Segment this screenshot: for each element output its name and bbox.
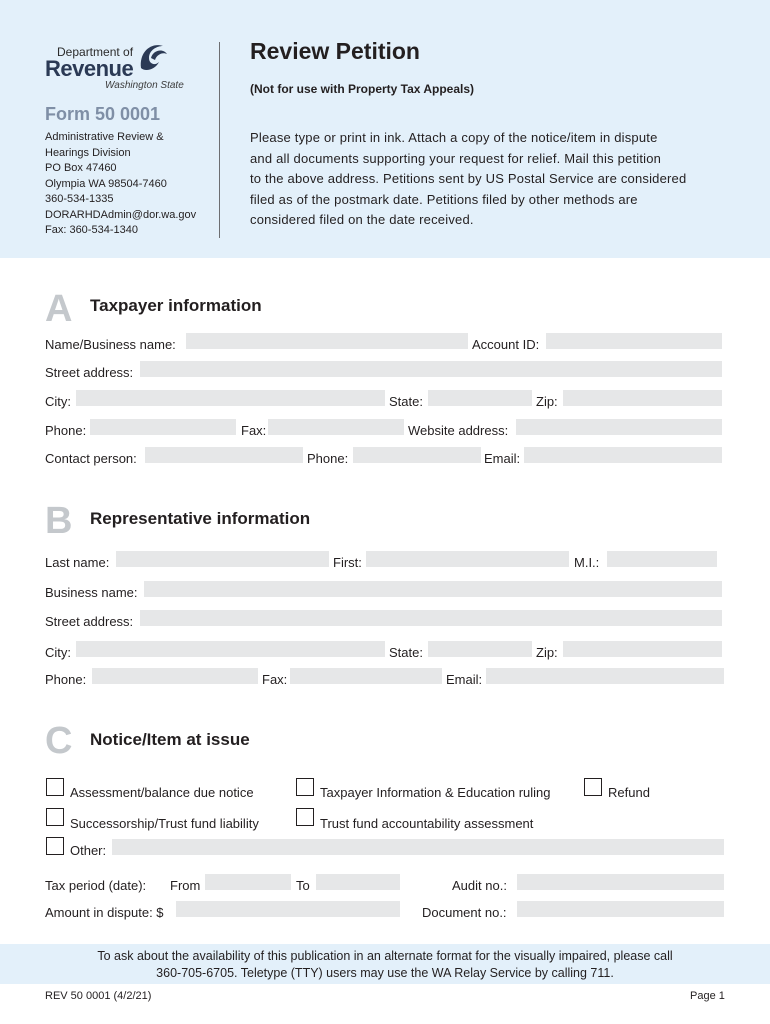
- taxpayer-city-label: City:: [45, 394, 71, 409]
- dor-logo: [45, 40, 220, 96]
- page-title: Review Petition: [250, 38, 420, 64]
- logo-department: Department of: [57, 45, 134, 59]
- taxpayer-fax-input[interactable]: [268, 419, 404, 435]
- section-c-letter: C: [45, 720, 73, 762]
- successorship-label: Successorship/Trust fund liability: [70, 816, 259, 831]
- rep-first-name-input[interactable]: [366, 551, 569, 567]
- page-subtitle: (Not for use with Property Tax Appeals): [250, 82, 475, 96]
- taxpayer-zip-label: Zip:: [536, 394, 558, 409]
- rep-street-input[interactable]: [140, 610, 722, 626]
- taxpayer-phone-label: Phone:: [45, 423, 87, 438]
- rep-zip-label: Zip:: [536, 645, 558, 660]
- revision-code: REV 50 0001 (4/2/21): [45, 990, 152, 1002]
- refund-label: Refund: [608, 785, 650, 800]
- taxpayer-zip-input[interactable]: [563, 390, 722, 406]
- tax-period-label: Tax period (date):: [45, 878, 147, 893]
- other-label: Other:: [70, 843, 107, 858]
- intro-line: to the above address. Petitions sent by US Postal Service are considered: [250, 171, 687, 186]
- audit-no-input[interactable]: [517, 874, 724, 890]
- taxpayer-email-input[interactable]: [524, 447, 722, 463]
- rep-phone-input[interactable]: [92, 668, 258, 684]
- rep-phone-label: Phone:: [45, 672, 87, 687]
- rep-last-name-label: Last name:: [45, 555, 110, 570]
- taxpayer-email-label: Email:: [484, 451, 521, 466]
- form-number: Form 50 0001: [45, 104, 161, 124]
- other-checkbox[interactable]: [46, 837, 64, 855]
- trust-fund-checkbox[interactable]: [296, 808, 314, 826]
- account-id-label: Account ID:: [472, 337, 540, 352]
- rep-street-label: Street address:: [45, 614, 134, 629]
- logo-revenue: Revenue: [45, 56, 134, 81]
- successorship-checkbox[interactable]: [46, 808, 64, 826]
- taxpayer-state-input[interactable]: [428, 390, 532, 406]
- tie-ruling-label: Taxpayer Information & Education ruling: [320, 785, 551, 800]
- from-date-input[interactable]: [205, 874, 291, 890]
- intro-line: filed as of the postmark date. Petitions filed by other methods are: [250, 191, 638, 207]
- amount-input[interactable]: [176, 901, 400, 917]
- address-fax: Fax: 360-534-1340: [45, 224, 138, 236]
- audit-no-label: Audit no.:: [452, 878, 507, 893]
- taxpayer-fax-label: Fax:: [241, 423, 267, 438]
- section-b-letter: B: [45, 500, 73, 542]
- taxpayer-name-label: Name/Business name:: [45, 337, 176, 352]
- intro-paragraph: [250, 128, 720, 231]
- rep-email-label: Email:: [446, 672, 483, 687]
- header-divider: [219, 42, 220, 238]
- rep-business-label: Business name:: [45, 585, 138, 600]
- rep-city-label: City:: [45, 645, 71, 660]
- to-label: To: [296, 878, 310, 893]
- rep-business-input[interactable]: [144, 581, 722, 597]
- rep-first-name-label: First:: [333, 555, 362, 570]
- assessment-checkbox[interactable]: [46, 778, 64, 796]
- intro-line: considered filed on the date received.: [250, 212, 474, 227]
- address-line: Hearings Division: [45, 146, 131, 159]
- refund-checkbox[interactable]: [584, 778, 602, 796]
- address-email: DORARHDAdmin@dor.wa.gov: [45, 208, 197, 221]
- trust-fund-label: Trust fund accountability assessment: [320, 816, 534, 831]
- rep-state-input[interactable]: [428, 641, 532, 657]
- taxpayer-street-input[interactable]: [140, 361, 722, 377]
- other-input[interactable]: [112, 839, 724, 855]
- rep-email-input[interactable]: [486, 668, 724, 684]
- contact-person-input[interactable]: [145, 447, 303, 463]
- taxpayer-street-label: Street address:: [45, 365, 134, 380]
- account-id-input[interactable]: [546, 333, 722, 349]
- from-label: From: [170, 878, 201, 893]
- address-line: Administrative Review &: [45, 131, 164, 143]
- logo-state: Washington State: [105, 80, 184, 91]
- mailing-address: [45, 130, 196, 239]
- page-number: Page 1: [690, 990, 725, 1002]
- rep-mi-input[interactable]: [607, 551, 717, 567]
- accessibility-notice: [0, 948, 770, 982]
- section-c-title: Notice/Item at issue: [90, 730, 250, 749]
- taxpayer-city-input[interactable]: [76, 390, 385, 406]
- intro-line: and all documents supporting your request for relief. Mail this petition: [250, 150, 662, 166]
- document-no-input[interactable]: [517, 901, 724, 917]
- section-a-letter: A: [45, 288, 73, 330]
- address-line: Olympia WA 98504-7460: [45, 177, 167, 190]
- address-line: PO Box 47460: [45, 162, 117, 174]
- amount-label: Amount in dispute: $: [45, 905, 164, 920]
- intro-line: Please type or print in ink. Attach a copy of the notice/item in dispute: [250, 130, 658, 145]
- tie-ruling-checkbox[interactable]: [296, 778, 314, 796]
- assessment-label: Assessment/balance due notice: [70, 785, 254, 800]
- rep-city-input[interactable]: [76, 641, 385, 657]
- taxpayer-name-input[interactable]: [186, 333, 468, 349]
- accessibility-line: 360-705-6705. Teletype (TTY) users may use the WA Relay Service by calling 711.: [156, 966, 614, 980]
- rep-fax-label: Fax:: [262, 672, 288, 687]
- rep-last-name-input[interactable]: [116, 551, 329, 567]
- rep-state-label: State:: [389, 645, 423, 660]
- taxpayer-state-label: State:: [389, 394, 423, 409]
- website-input[interactable]: [516, 419, 722, 435]
- accessibility-line: To ask about the availability of this publication in an alternate format for the visually impaired, please call: [97, 949, 673, 963]
- contact-phone-label: Phone:: [307, 451, 349, 466]
- website-label: Website address:: [408, 423, 509, 438]
- section-a-title: Taxpayer information: [90, 296, 262, 315]
- rep-zip-input[interactable]: [563, 641, 722, 657]
- to-date-input[interactable]: [316, 874, 400, 890]
- taxpayer-phone-input[interactable]: [90, 419, 236, 435]
- contact-phone-input[interactable]: [353, 447, 481, 463]
- contact-person-label: Contact person:: [45, 451, 137, 466]
- document-no-label: Document no.:: [422, 905, 507, 920]
- rep-mi-label: M.I.:: [574, 555, 600, 570]
- logo-swoosh-icon: [137, 40, 169, 74]
- section-b-title: Representative information: [90, 509, 311, 528]
- rep-fax-input[interactable]: [290, 668, 442, 684]
- address-line: 360-534-1335: [45, 193, 114, 205]
